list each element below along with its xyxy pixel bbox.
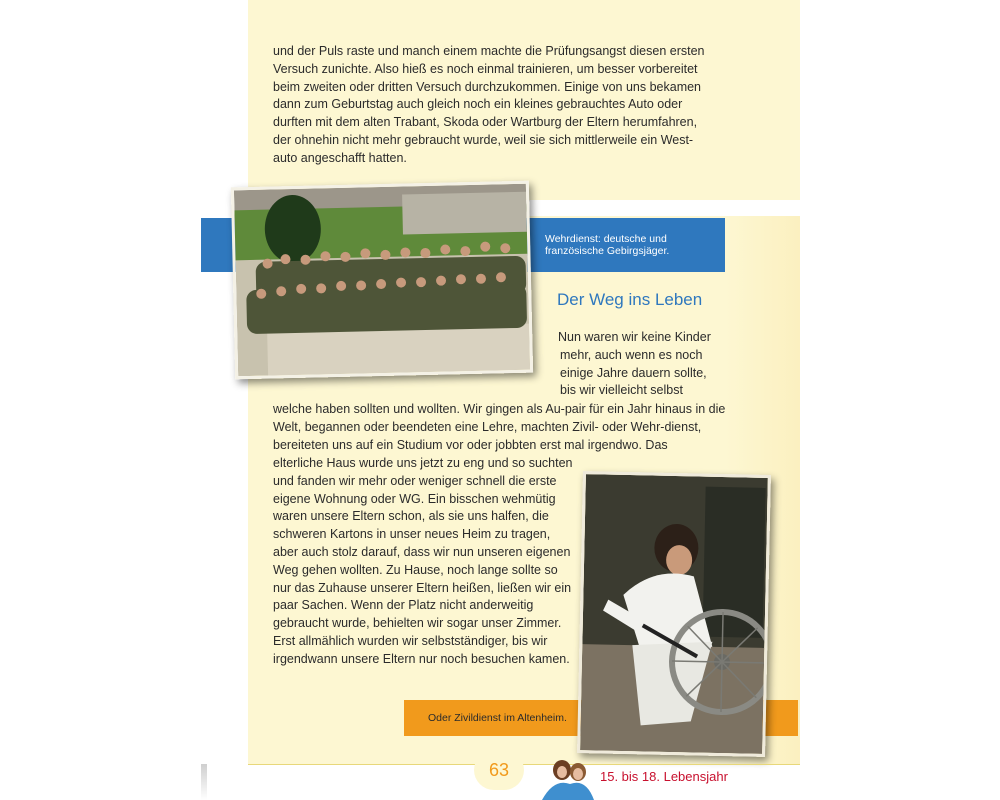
right-column-text xyxy=(558,329,728,400)
photo-civil-service xyxy=(577,471,771,757)
right-column-line: bis wir vielleicht selbst xyxy=(560,383,683,398)
footer-figure-illustration xyxy=(534,756,596,800)
chapter-label: 15. bis 18. Lebensjahr xyxy=(600,769,728,784)
middle-paragraph: welche haben sollten und wollten. Wir gingen als Au-pair für ein Jahr hinaus in die Welt, begannen oder beendeten eine Lehre, machten Zivil- oder Wehr-dienst, bereiteten uns auf ein Studium vor oder jobbten erst mal irgendwo. Das xyxy=(273,402,726,452)
right-column-line: einige Jahre dauern sollte, xyxy=(560,365,707,380)
left-column-paragraph: elterliche Haus wurde uns jetzt zu eng und so suchten und fanden wir mehr oder weniger schnell die erste eigene Wohnung oder WG. Ein bisschen wehmütig waren unsere Eltern schon, als sie uns halfen, die schweren Kartons in unser neues Heim zu tragen, aber auch stolz darauf, dass wir nun unseren eigenen Weg gehen wollten. Zu Hause, noch lange sollte so nur das Zuhause unserer Eltern heißen, ließen wir ein paar Sachen. Wenn der Platz nicht anderweitig gebraucht wurde, behielten wir sogar unser Zimmer. Erst allmählich wurden wir selbstständiger, bis wir irgendwann unsere Eltern nur noch besuchen kamen. xyxy=(273,456,573,666)
top-paragraph: und der Puls raste und manch einem machte die Prüfungsangst diesen ersten Versuch zunichte. Also hieß es noch einmal trainieren, um besser vorbereitet beim zweiten oder dritten Versuch durchzukommen. Einige von uns bekamen dann zum Geburtstag auch gleich noch ein kleines gebrauchtes Auto oder durften mit dem alten Trabant, Skoda oder Wartburg der Eltern herumfahren, der ohnehin nicht mehr gebraucht wurde, weil sie sich mittlerweile ein West-auto angeschafft hatten. xyxy=(273,44,705,165)
right-column-line: Nun waren wir keine Kinder xyxy=(558,330,711,344)
page-number: 63 xyxy=(474,750,524,790)
footer-rule xyxy=(248,764,800,765)
photo-soldiers xyxy=(231,181,533,380)
page-edge-shadow xyxy=(201,764,207,800)
section-heading: Der Weg ins Leben xyxy=(557,290,703,309)
caption-civil: Oder Zivildienst im Altenheim. xyxy=(428,712,567,724)
right-column-line: mehr, auch wenn es noch xyxy=(560,347,703,362)
caption-military: Wehrdienst: deutsche und französische Gebirgsjäger. xyxy=(545,233,670,257)
